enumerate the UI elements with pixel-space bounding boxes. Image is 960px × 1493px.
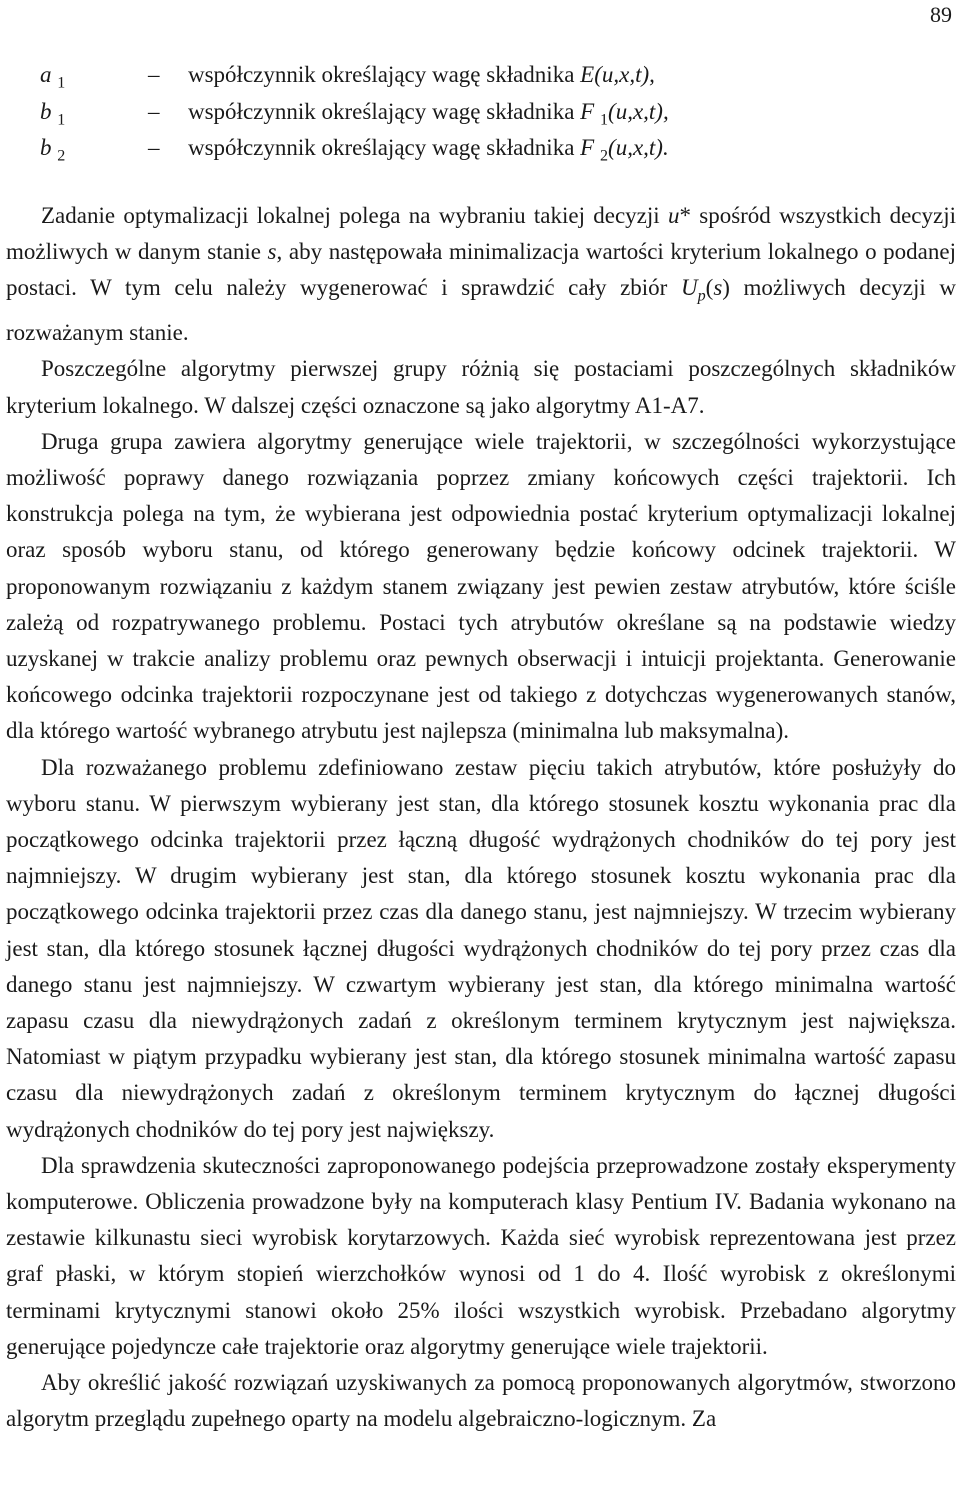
definition-dash: – <box>148 98 160 124</box>
definition-symbol: b $_2$ <box>40 135 66 165</box>
definition-dash: – <box>148 62 160 87</box>
definition-symbol: a $_1$ <box>40 62 66 92</box>
definition-row <box>40 135 940 172</box>
definition-text: współczynnik określający wagę składnika F $_2$(u,x,t). <box>188 135 669 165</box>
definition-text: współczynnik określający wagę składnika E(u,x,t), <box>188 62 655 87</box>
paragraph-experiments: Dla sprawdzenia skuteczności zaproponowanego podejścia przeprowadzone zostały eksperymenty komputerowe. Obliczenia prowadzone były na komputerach klasy Pentium IV. Badania wykonano na zestawie kilkunastu sieci wyrobisk korytarzowych. Każda sieć wyrobisk reprezentowana jest przez graf płaski, w którym stopień wierzchołków wynosi od 1 do 4. Ilość wyrobisk z określonymi terminami krytycznymi stanowi około 25% ilości wszystkich wyrobisk. Przebadano algorytmy generujące pojedyncze całe trajektorie oraz algorytmy generujące wiele trajektorii. <box>6 1152 956 1359</box>
definition-symbol: b $_1$ <box>40 98 66 129</box>
paragraph-first-group: Poszczególne algorytmy pierwszej grupy różnią się postaciami poszczególnych składników kryterium lokalnego. W dalszej części oznaczone są jako algorytmy A1-A7. <box>6 356 956 418</box>
symbol-definitions <box>40 62 940 172</box>
page-number: 89 <box>930 2 952 27</box>
body-text <box>6 198 956 1438</box>
paragraph-local-optimization: Zadanie optymalizacji lokalnej polega na wybraniu takiej decyzji u* spośród wszystkich decyzji możliwych w danym stanie s, aby następowała minimalizacja wartości kryterium lokalnego o podanej postaci. W tym celu należy wygenerować i sprawdzić cały zbiór $U_p(s)$ możliwych decyzji w rozważanym stanie. <box>6 203 956 346</box>
definition-text: współczynnik określający wagę składnika F $_1$(u,x,t), <box>188 98 669 129</box>
definition-row <box>40 99 940 136</box>
definition-row <box>40 62 940 99</box>
paragraph-second-group: Druga grupa zawiera algorytmy generujące wiele trajektorii, w szczególności wykorzystujące możliwość poprawy danego rozwiązania poprzez zmiany końcowych części trajektorii. Ich konstrukcja polega na tym, że wybierana jest odpowiednia postać kryterium optymalizacji lokalnej oraz sposób wyboru stanu, od którego generowany będzie końcowy odcinek trajektorii. W proponowanym rozwiązaniu z każdym stanem związany jest pewien zestaw atrybutów, które ściśle zależą od rozpatrywanego problemu. Postaci tych atrybutów określane są na podstawie wiedzy uzyskanej w trakcie analizy problemu oraz pewnych obserwacji i intuicji projektanta. Generowanie końcowego odcinka trajektorii rozpoczynane jest od takiego z dotychczas wygenerowanych stanów, dla którego wartość wybranego atrybutu jest najlepsza (minimalna lub maksymalna). <box>6 428 956 744</box>
definition-dash: – <box>148 135 160 160</box>
paragraph-attributes: Dla rozważanego problemu zdefiniowano zestaw pięciu takich atrybutów, które posłużyły do wyboru stanu. W pierwszym wybierany jest stan, dla którego stosunek kosztu wykonania prac dla początkowego odcinka trajektorii przez łączną długość wydrążonych chodników do tej pory jest najmniejszy. W drugim wybierany jest stan, dla którego stosunek kosztu wykonania prac dla początkowego odcinka trajektorii przez czas dla danego stanu, jest najmniejszy. W trzecim wybierany jest stan, dla którego stosunek łącznej długości wydrążonych chodników do tej pory przez czas dla danego stanu jest najmniejszy. W czwartym wybierany jest stan, dla którego minimalna wartość zapasu czasu dla niewydrążonych zadań z określonym terminem krytycznym jest największa. Natomiast w piątym przypadku wybierany jest stan, dla którego stosunek minimalna wartość zapasu czasu dla niewydrążonych zadań z określonym terminem krytycznym do łącznej długości wydrążonych chodników do tej pory jest największy. <box>6 754 956 1142</box>
paragraph-quality: Aby określić jakość rozwiązań uzyskiwanych za pomocą proponowanych algorytmów, stworzono algorytm przeglądu zupełnego oparty na modelu algebraiczno-logicznym. Za <box>6 1370 956 1432</box>
